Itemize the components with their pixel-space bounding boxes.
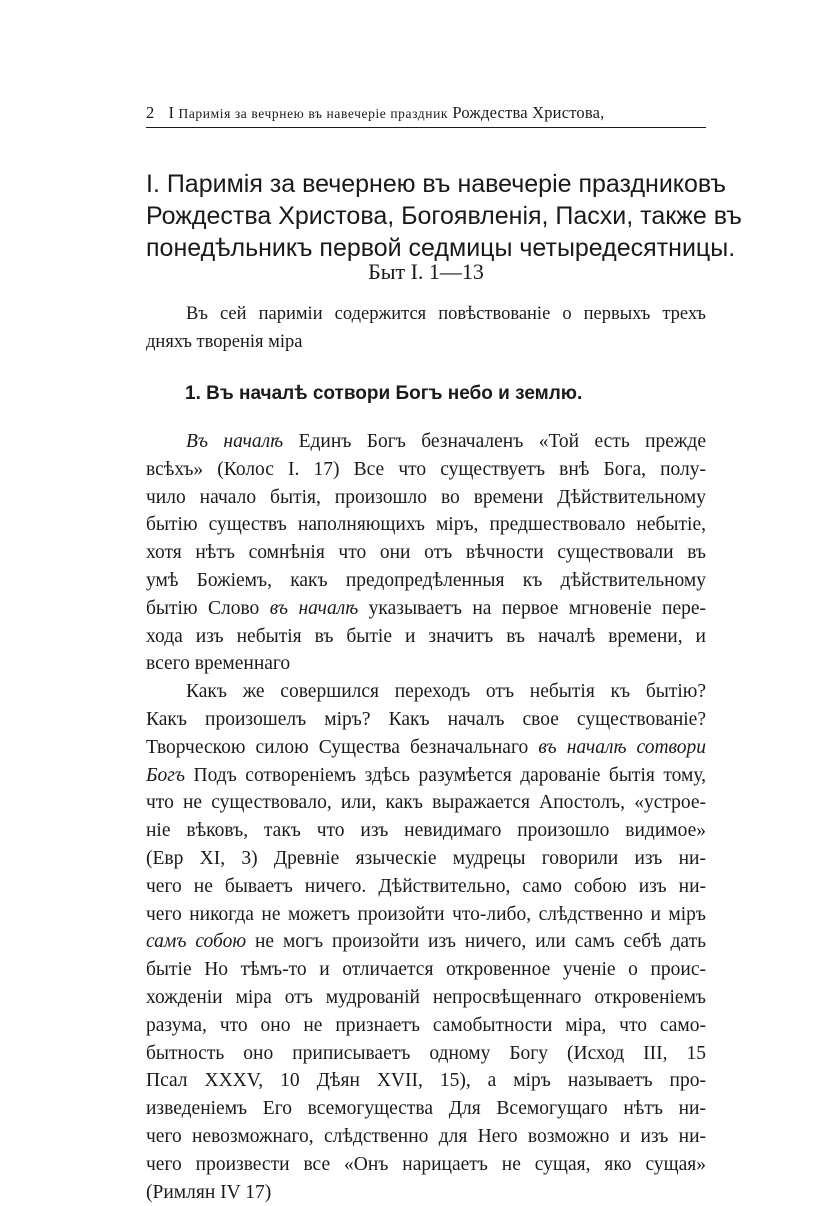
text-line: чего невозможнаго, слѣдственно для Него возможно и изъ ни-	[146, 1125, 706, 1147]
italic-phrase: въ началѣ сотвори	[538, 736, 706, 758]
text-line: Творческою силою Существа безначальнаго въ началѣ сотвори	[146, 736, 706, 758]
text-line: чило начало бытія, произошло во времени Дѣйствительному	[146, 486, 706, 508]
text-line: чего произвести все «Онъ нарицаетъ не сущая, яко сущая»	[146, 1153, 706, 1175]
text-line: что не существовало, или, какъ выражается Апостолъ, «устрое-	[146, 792, 706, 814]
text-line: бытію существъ наполняющихъ міръ, предшествовало небытіе,	[146, 514, 706, 536]
reading-title	[146, 168, 742, 264]
text-line: ніе вѣковъ, такъ что изъ невидимаго произошло видимое»	[146, 820, 706, 842]
text-line: умѣ Божіемъ, какъ предопредѣленныя къ дѣйствительному	[146, 569, 706, 591]
page-number: 2	[146, 103, 155, 122]
title-line: понедѣльникъ первой седмицы четыредесятницы.	[146, 234, 736, 262]
text-line: всѣхъ» (Колос I. 17) Все что существуетъ внѣ Бога, полу-	[146, 458, 706, 480]
text-line: Богъ Подъ сотвореніемъ здѣсь разумѣется дарованіе бытія тому,	[146, 764, 707, 786]
text-line: хода изъ небытія въ бытіе и значитъ въ началѣ времени, и	[146, 625, 706, 647]
scripture-reference: Быт I. 1—13	[368, 259, 484, 284]
running-head-roman: I	[168, 103, 175, 122]
text-line: бытность оно приписываетъ одному Богу (Исход III, 15	[146, 1042, 706, 1064]
section-heading: 1. Въ началѣ сотвори Богъ небо и землю.	[185, 383, 583, 404]
summary-line: дняхъ творенія міра	[146, 332, 303, 352]
commentary-body	[146, 428, 706, 1206]
text-line: чего не бываетъ ничего. Дѣйствительно, само собою изъ ни-	[146, 875, 706, 897]
text-line: (Римлян IV 17)	[146, 1181, 272, 1203]
text-line: Псал XXXV, 10 Дѣян XVII, 15), а міръ называетъ про-	[146, 1070, 706, 1092]
text-line: разума, что оно не признаетъ самобытности міра, что само-	[146, 1014, 706, 1036]
text-line: всего временнаго	[146, 653, 291, 675]
text-line: бытію Слово въ началѣ указываетъ на первое мгновеніе пере-	[146, 597, 707, 619]
text-line: бытіе Но тѣмъ-то и отличается откровенное ученіе о проис-	[146, 959, 706, 981]
title-line: I. Паримія за вечернею въ навечеріе праздниковъ	[146, 170, 727, 198]
italic-phrase: Въ началѣ	[186, 431, 284, 452]
text-line: чего никогда не можетъ произойти что-либо, слѣдственно и міръ	[146, 903, 706, 925]
text-line: самъ собою не могъ произойти изъ ничего, или самъ себѣ дать	[146, 931, 706, 953]
running-head-text-end: Рождества Христова,	[452, 103, 605, 122]
text-line: (Евр XI, 3) Древніе языческіе мудрецы говорили изъ ни-	[146, 847, 706, 869]
text-line: Въ началѣ Единъ Богъ безначаленъ «Той есть прежде	[186, 431, 707, 452]
italic-phrase: Богъ	[146, 764, 185, 786]
italic-phrase: въ началѣ	[269, 597, 359, 619]
italic-phrase: самъ собою	[146, 931, 247, 953]
reading-summary	[146, 300, 706, 356]
title-line: Рождества Христова, Богоявленія, Пасхи, также въ	[146, 202, 742, 230]
text-line: хожденіи міра отъ мудрованій непросвѣщеннаго откровеніемъ	[146, 986, 706, 1008]
text-line: изведеніемъ Его всемогущества Для Всемогущаго нѣтъ ни-	[146, 1098, 706, 1120]
text-line: хотя нѣтъ сомнѣнія что они отъ вѣчности существовали въ	[146, 542, 706, 564]
summary-line: Въ сей париміи содержится повѣствованіе о первыхъ трехъ	[186, 304, 706, 324]
running-head-text: Паримія за вечрнею въ навечеріе праздник	[178, 106, 449, 121]
text-line: Какъ же совершился переходъ отъ небытія къ бытію?	[186, 681, 706, 703]
text-line: Какъ произошелъ міръ? Какъ началъ свое существованіе?	[146, 708, 706, 730]
running-head	[146, 101, 706, 128]
